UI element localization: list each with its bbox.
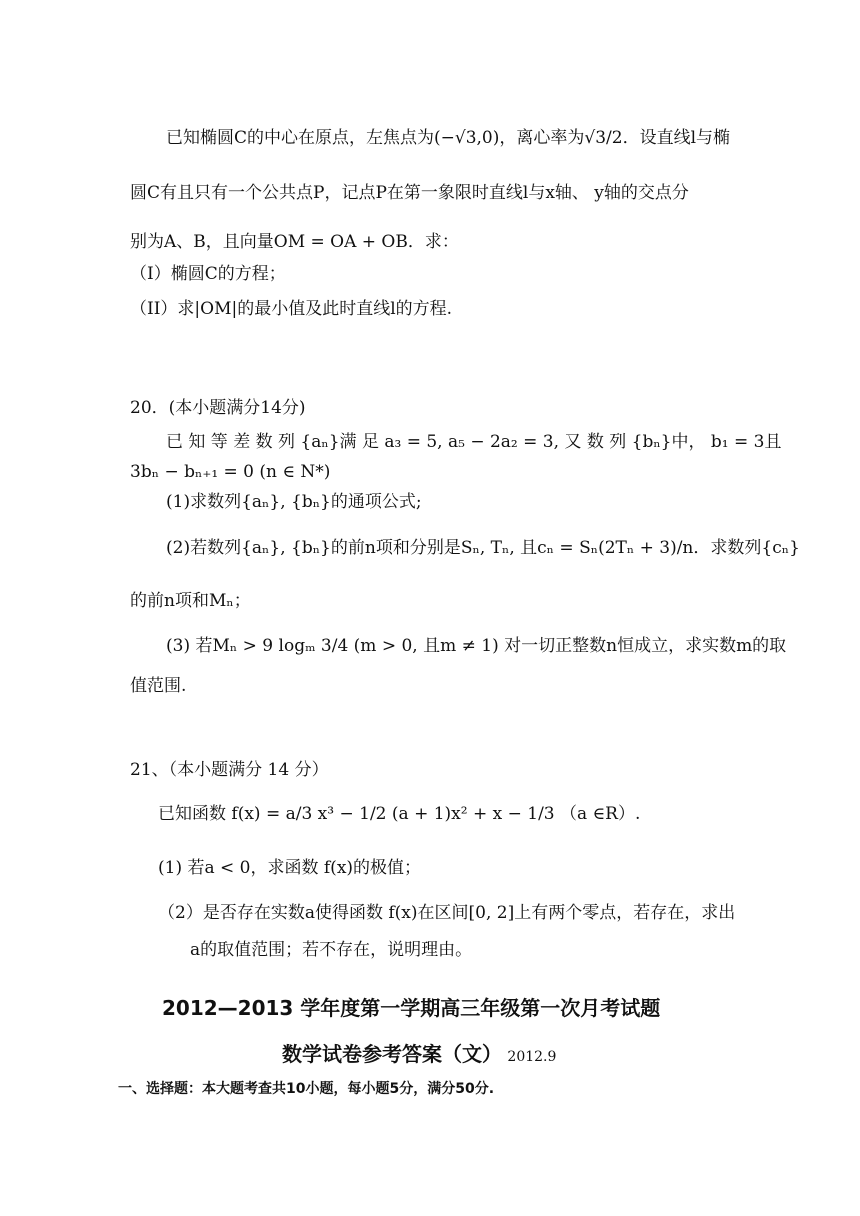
p19-part1: （I）椭圆C的方程；: [130, 264, 286, 284]
p21-part1: (1) 若a < 0，求函数 f(x)的极值；: [158, 858, 422, 878]
p20-part3: (3) 若Mₙ > 9 logₘ 3/4 (m > 0, 且m ≠ 1) 对一切正整数n恒成立，求实数m的取: [166, 636, 787, 656]
p20-part2: (2)若数列{aₙ}, {bₙ}的前n项和分别是Sₙ, Tₙ, 且cₙ = Sₙ(2Tₙ + 3)/n．求数列{cₙ}: [166, 538, 800, 558]
p20-line2: 3bₙ − bₙ₊₁ = 0 (n ∈ N*): [130, 462, 331, 482]
answer-title: 2012—2013 学年度第一学期高三年级第一次月考试题: [162, 996, 661, 1020]
p21-part2: （2）是否存在实数a使得函数 f(x)在区间[0, 2]上有两个零点，若存在，求出: [158, 903, 736, 923]
answer-subtitle: 数学试卷参考答案（文）: [282, 1042, 502, 1066]
p19-line1: 已知椭圆C的中心在原点，左焦点为(−√3,0)，离心率为√3/2．设直线l与椭: [166, 128, 731, 148]
p20-header: 20．(本小题满分14分): [130, 398, 306, 418]
p19-line2: 圆C有且只有一个公共点P，记点P在第一象限时直线l与x轴、 y轴的交点分: [130, 183, 689, 203]
p20-part2b: 的前n项和Mₙ；: [130, 591, 251, 611]
section-heading: 一、选择题：本大题考查共10小题，每小题5分，满分50分.: [118, 1081, 495, 1097]
answer-subtitle-row: [282, 1042, 556, 1066]
answer-date: 2012.9: [507, 1049, 557, 1065]
p19-line3: 别为A、B，且向量OM = OA + OB．求：: [130, 232, 459, 252]
p21-header: 21、（本小题满分 14 分）: [130, 760, 329, 780]
p20-part1: (1)求数列{aₙ}, {bₙ}的通项公式;: [166, 492, 422, 512]
p20-part3b: 值范围.: [130, 676, 187, 696]
p20-line1: 已 知 等 差 数 列 {aₙ}满 足 a₃ = 5, a₅ − 2a₂ = 3, 又 数 列 {bₙ}中， b₁ = 3且: [166, 432, 782, 452]
p21-line1: 已知函数 f(x) = a/3 x³ − 1/2 (a + 1)x² + x − 1/3 （a ∈R）.: [158, 804, 641, 824]
p21-part2b: a的取值范围；若不存在，说明理由。: [190, 940, 473, 960]
p19-part2: （II）求|OM|的最小值及此时直线l的方程.: [130, 299, 453, 319]
